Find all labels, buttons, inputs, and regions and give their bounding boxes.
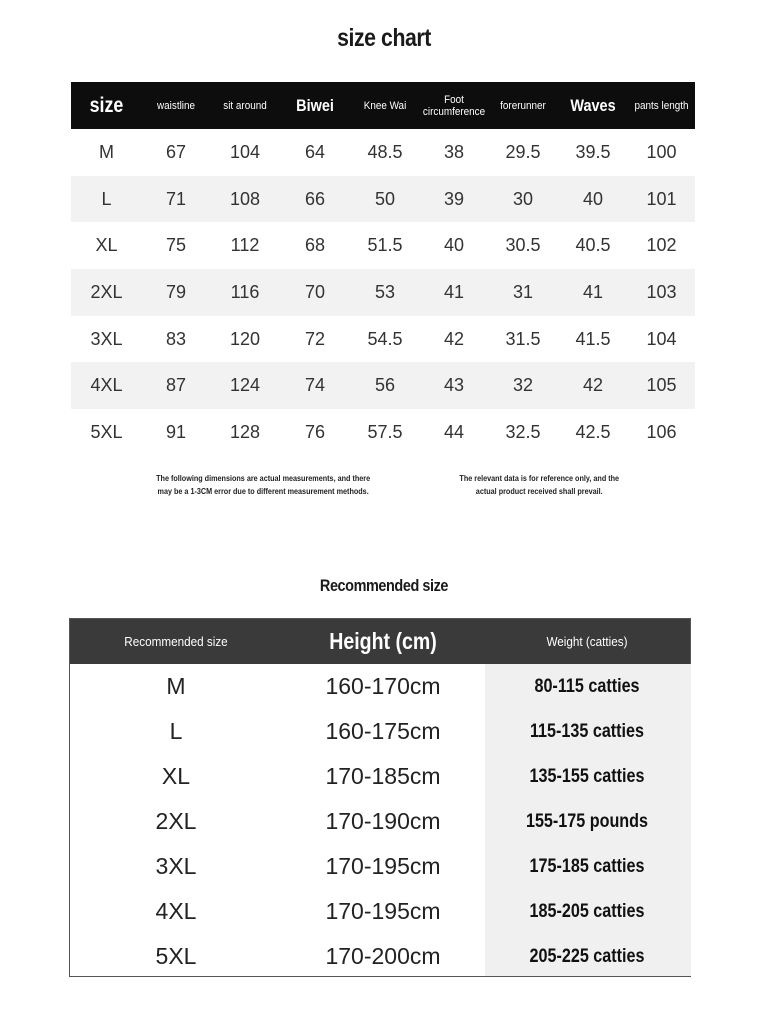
header-foot-circumference: Foot circumference	[422, 93, 486, 118]
height-range: 170-190cm	[325, 808, 441, 834]
size-label: XL	[95, 235, 118, 256]
recommended-size-title: Recommended size	[319, 576, 449, 595]
recommended-size-label: 3XL	[155, 853, 197, 879]
size-chart-row	[71, 176, 695, 223]
measurement-cell: 30	[512, 188, 534, 209]
recommended-size-label: 5XL	[155, 943, 197, 969]
size-chart-row	[71, 409, 695, 456]
measurement-cell: 79	[165, 281, 187, 302]
header-size: size	[89, 93, 124, 117]
measurement-cell: 29.5	[505, 141, 541, 162]
measurement-cell: 102	[646, 235, 677, 256]
measurement-cell: 108	[229, 188, 261, 209]
measurement-cell: 40	[582, 188, 604, 209]
measurement-cell: 68	[304, 235, 326, 256]
size-label: M	[99, 141, 114, 162]
measurement-cell: 31.5	[505, 328, 541, 349]
measurement-cell: 104	[229, 141, 261, 162]
measurement-cell: 32	[512, 375, 534, 396]
size-label: 2XL	[90, 281, 123, 302]
size-chart-row	[71, 316, 695, 363]
measurement-cell: 30.5	[505, 235, 541, 256]
header-waistline: waistline	[157, 99, 195, 112]
measurement-cell: 39	[443, 188, 465, 209]
header-waves: Waves	[570, 95, 616, 115]
measurement-cell: 106	[646, 421, 677, 442]
recommended-row	[70, 844, 690, 889]
measurement-cell: 87	[165, 375, 187, 396]
weight-range: 175-185 catties	[529, 855, 645, 877]
size-chart-row	[71, 269, 695, 316]
recommended-size-label: 4XL	[155, 898, 197, 924]
measurement-cell: 104	[646, 328, 677, 349]
size-chart-row	[71, 222, 695, 269]
size-chart-body	[71, 129, 695, 456]
height-range: 170-195cm	[325, 898, 441, 924]
header-sit-around: sit around	[223, 99, 267, 112]
note-measurement-error: The following dimensions are actual measurements, and there may be a 1-3CM error due to different measurement methods.	[156, 473, 371, 496]
height-range: 160-175cm	[325, 718, 441, 744]
note-reference-only: The relevant data is for reference only, and the actual product received shall prevail.	[459, 473, 619, 496]
header-height: Height (cm)	[329, 628, 437, 654]
recommended-header-row	[70, 619, 690, 664]
recommended-row	[70, 754, 690, 799]
header-biwei: Biwei	[296, 95, 334, 115]
height-range: 160-170cm	[325, 673, 441, 699]
measurement-cell: 42.5	[575, 421, 611, 442]
recommended-row	[70, 934, 690, 979]
header-recommended-size: Recommended size	[124, 634, 228, 649]
measurement-cell: 100	[646, 141, 677, 162]
measurement-cell: 54.5	[367, 328, 403, 349]
size-chart-row	[71, 362, 695, 409]
weight-range: 135-155 catties	[529, 765, 645, 787]
recommended-size-table	[69, 618, 691, 977]
weight-range: 185-205 catties	[529, 900, 645, 922]
size-label: L	[101, 188, 112, 209]
measurement-cell: 103	[646, 281, 677, 302]
measurement-cell: 42	[443, 328, 465, 349]
measurement-cell: 39.5	[575, 141, 611, 162]
measurement-cell: 41	[582, 281, 604, 302]
measurement-cell: 72	[304, 328, 326, 349]
size-label: 3XL	[90, 328, 123, 349]
height-range: 170-185cm	[325, 763, 441, 789]
measurement-cell: 41.5	[575, 328, 611, 349]
measurement-cell: 105	[646, 375, 677, 396]
measurement-cell: 71	[165, 188, 187, 209]
size-chart-row	[71, 129, 695, 176]
measurement-cell: 64	[304, 141, 326, 162]
measurement-cell: 31	[512, 281, 534, 302]
header-weight: Weight (catties)	[546, 634, 628, 649]
weight-range: 155-175 pounds	[525, 810, 649, 832]
measurement-notes	[148, 472, 628, 498]
measurement-cell: 67	[165, 141, 187, 162]
measurement-cell: 57.5	[367, 421, 403, 442]
measurement-cell: 40.5	[575, 235, 611, 256]
measurement-cell: 75	[165, 235, 187, 256]
recommended-size-label: XL	[161, 763, 191, 789]
measurement-cell: 32.5	[505, 421, 541, 442]
measurement-cell: 50	[374, 188, 396, 209]
measurement-cell: 41	[443, 281, 465, 302]
measurement-cell: 116	[230, 281, 260, 302]
header-knee-wai: Knee Wai	[363, 99, 407, 112]
measurement-cell: 101	[646, 188, 677, 209]
size-chart-table	[71, 82, 695, 456]
measurement-cell: 43	[443, 375, 465, 396]
measurement-cell: 56	[374, 375, 396, 396]
weight-range: 80-115 catties	[534, 675, 640, 697]
weight-range: 115-135 catties	[529, 720, 645, 742]
size-chart-title: size chart	[337, 24, 431, 52]
recommended-row	[70, 799, 690, 844]
recommended-row	[70, 664, 690, 709]
recommended-row	[70, 709, 690, 754]
size-label: 4XL	[90, 375, 123, 396]
measurement-cell: 51.5	[367, 235, 403, 256]
measurement-cell: 70	[304, 281, 326, 302]
measurement-cell: 66	[304, 188, 326, 209]
measurement-cell: 74	[304, 375, 326, 396]
measurement-cell: 91	[165, 421, 187, 442]
weight-range: 205-225 catties	[529, 945, 645, 967]
header-forerunner: forerunner	[500, 99, 546, 112]
recommended-size-label: L	[169, 718, 183, 744]
height-range: 170-200cm	[325, 943, 441, 969]
size-chart-header-row	[71, 82, 695, 129]
measurement-cell: 42	[582, 375, 604, 396]
measurement-cell: 128	[229, 421, 261, 442]
measurement-cell: 40	[443, 235, 465, 256]
header-pants-length: pants length	[634, 99, 689, 112]
height-range: 170-195cm	[325, 853, 441, 879]
measurement-cell: 112	[230, 235, 260, 256]
measurement-cell: 53	[374, 281, 396, 302]
measurement-cell: 120	[229, 328, 261, 349]
recommended-row	[70, 889, 690, 934]
size-label: 5XL	[90, 421, 123, 442]
measurement-cell: 124	[229, 375, 261, 396]
recommended-size-label: 2XL	[155, 808, 197, 834]
measurement-cell: 76	[304, 421, 326, 442]
measurement-cell: 83	[165, 328, 187, 349]
recommended-size-label: M	[166, 673, 186, 699]
measurement-cell: 48.5	[367, 141, 403, 162]
measurement-cell: 44	[443, 421, 465, 442]
measurement-cell: 38	[443, 141, 465, 162]
recommended-size-body	[70, 664, 690, 979]
